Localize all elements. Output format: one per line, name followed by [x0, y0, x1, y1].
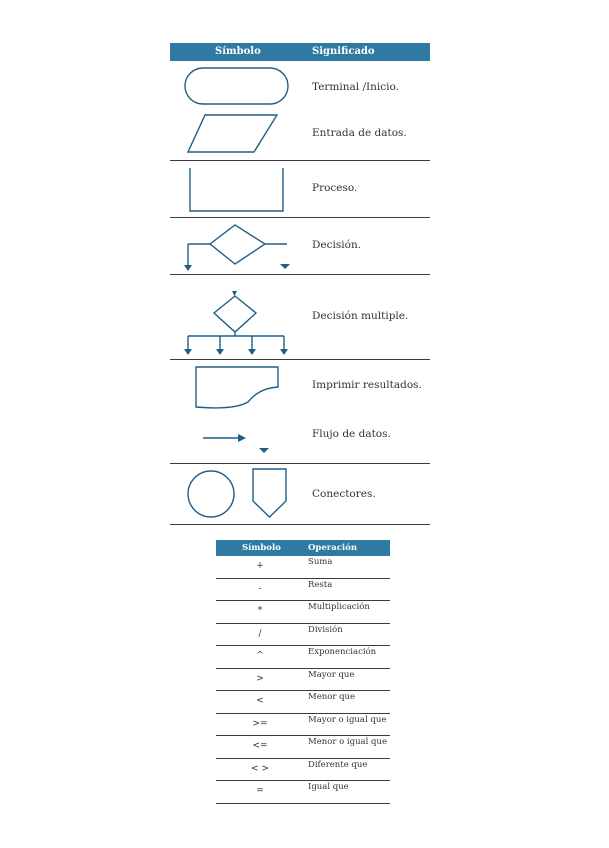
connector-shapes-icon: [170, 464, 300, 524]
operator-description: Resta: [308, 579, 333, 590]
operator-row-greater: [216, 669, 390, 692]
operator-row-divide: [216, 624, 390, 647]
operator-description: Menor o igual que: [308, 737, 387, 747]
operator-description: División: [308, 624, 343, 635]
operator-description: Menor que: [308, 692, 356, 702]
operator-symbol: +: [256, 561, 264, 571]
symbol-row-process: [170, 161, 430, 218]
data-flow-arrow-icon: [170, 424, 300, 463]
operator-symbol: <: [256, 696, 264, 706]
symbol-column-header: Símbolo: [215, 46, 261, 57]
operator-description: Exponenciación: [308, 647, 377, 657]
meaning-terminal: Terminal /Inicio.: [312, 81, 399, 93]
operator-description: Suma: [308, 557, 333, 567]
symbol-row-decision: [170, 218, 430, 275]
operator-description: Mayor o igual que: [308, 714, 387, 725]
multiple-decision-icon: [170, 275, 300, 359]
terminal-shape-icon: [170, 61, 300, 104]
meaning-input: Entrada de datos.: [312, 127, 407, 139]
operators-table: [216, 540, 390, 804]
input-parallelogram-icon: [170, 104, 300, 160]
operator-symbol-column-header: Símbolo: [242, 543, 281, 553]
operator-symbol: *: [257, 606, 263, 616]
meaning-multiple-decision: Decisión multiple.: [312, 310, 409, 322]
operator-row-less: [216, 691, 390, 714]
meaning-column-header: Significado: [312, 46, 375, 57]
operator-description: Igual que: [308, 782, 349, 792]
operation-column-header: Operación: [308, 543, 357, 553]
symbol-row-connectors: [170, 464, 430, 525]
symbol-row-print: [170, 360, 430, 424]
operator-symbol: < >: [251, 763, 269, 774]
flowchart-symbols-table: [170, 43, 430, 525]
meaning-decision: Decisión.: [312, 239, 362, 251]
operator-description: Diferente que: [308, 759, 368, 770]
symbol-row-multiple-decision: [170, 275, 430, 360]
operator-row-subtract: [216, 579, 390, 602]
operator-symbol: ^: [256, 651, 264, 661]
symbol-row-input: [170, 104, 430, 161]
meaning-process: Proceso.: [312, 182, 358, 194]
operator-symbol: =: [256, 786, 264, 796]
operator-row-equal: [216, 781, 390, 804]
operator-row-power: [216, 646, 390, 669]
document-print-icon: [170, 360, 300, 424]
operator-symbol: >: [256, 673, 264, 684]
symbols-table-header: [170, 43, 430, 61]
symbol-row-terminal: [170, 61, 430, 104]
operator-symbol: /: [258, 628, 262, 639]
operator-row-multiply: [216, 601, 390, 624]
process-rectangle-icon: [170, 161, 300, 217]
meaning-connectors: Conectores.: [312, 488, 376, 500]
operator-description: Mayor que: [308, 669, 355, 680]
operator-symbol: -: [258, 583, 262, 594]
operator-row-greater-equal: [216, 714, 390, 737]
operator-symbol: >=: [252, 718, 268, 729]
symbol-row-data-flow: [170, 424, 430, 464]
decision-diamond-icon: [170, 218, 300, 274]
meaning-data-flow: Flujo de datos.: [312, 428, 391, 440]
meaning-print: Imprimir resultados.: [312, 379, 422, 391]
operator-row-not-equal: [216, 759, 390, 782]
operator-row-less-equal: [216, 736, 390, 759]
operator-symbol: <=: [252, 741, 268, 751]
operator-row-sum: [216, 556, 390, 579]
operator-description: Multiplicación: [308, 602, 370, 612]
operators-table-header: [216, 540, 390, 556]
